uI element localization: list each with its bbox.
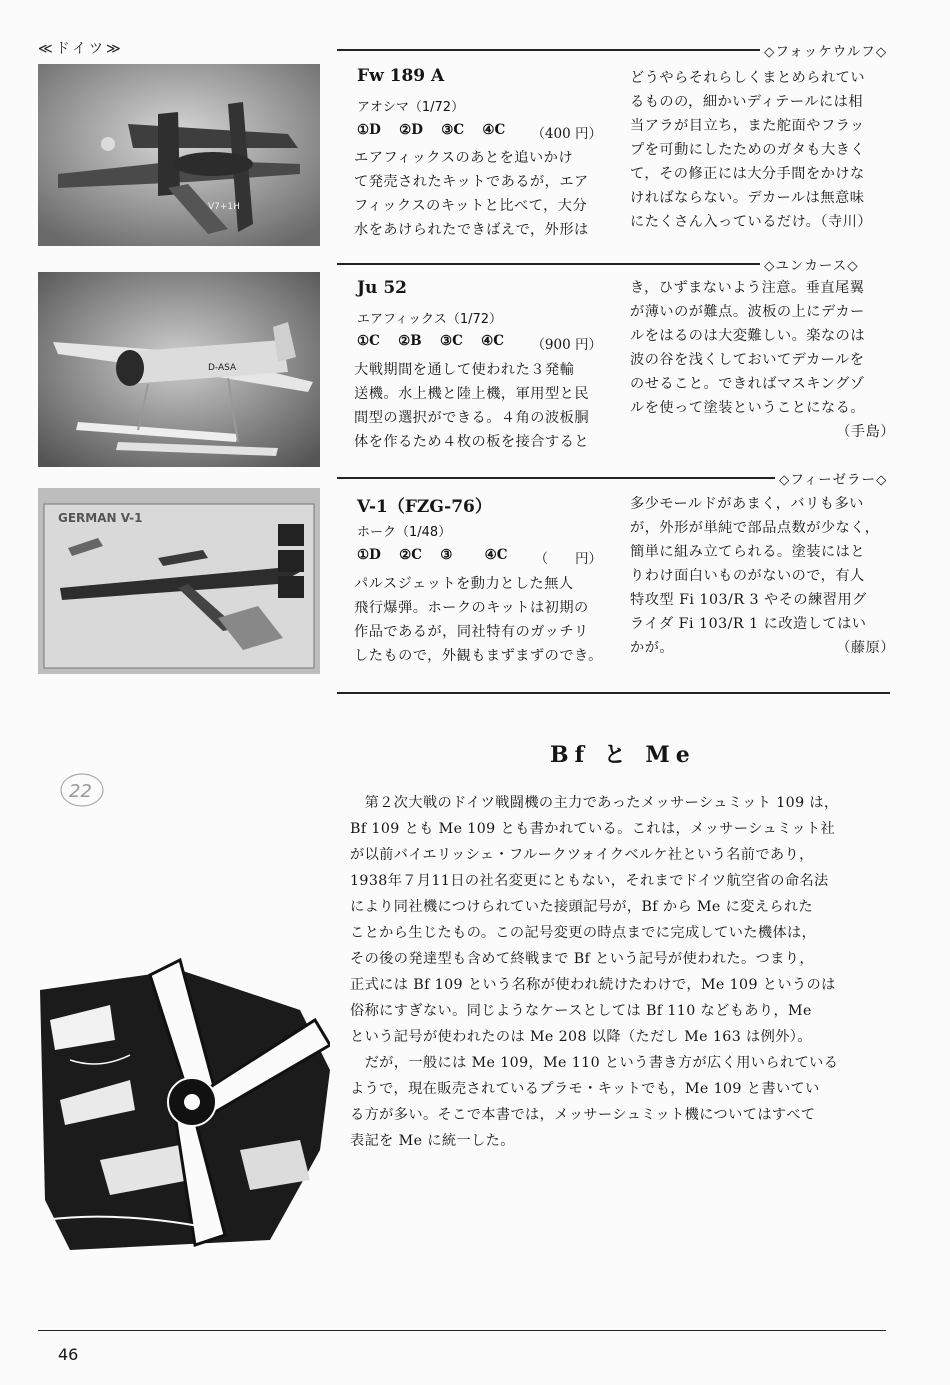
text-line: ルをはるのは大変難しい。楽なのは [630,328,866,344]
text-line: 当アラが目立ち，また舵面やフラッ [630,118,865,134]
text-line: りわけ面白いものがないので，有人 [630,568,865,584]
essay-line: という記号が使われたのは Me 208 以降（ただし Me 163 は例外）。 [350,1029,812,1045]
text-line: プを可動にしたためのガタも大きく [630,142,866,158]
footer-rule [38,1330,886,1331]
entry-ratings [357,122,602,142]
page-number: 46 [58,1345,79,1364]
text-line: て，その修正には大分手間をかけな [630,166,865,182]
entry-name: Ju 52 [357,278,407,298]
review-right [630,276,895,444]
divider-rule [337,692,890,694]
text-line: が薄いのが難点。波板の上にデカー [630,304,865,320]
entry-price: （400 円） [531,126,602,142]
pencil-mark [58,768,108,810]
v1-photo [38,488,320,674]
section-tag: ≪ドイツ≫ [38,41,124,57]
text-line [630,636,895,660]
text-line: 特攻型 Fi 103/R 3 やその練習用グ [630,592,867,608]
ju52-registration: D-ASA [208,363,237,373]
text-line: フィックスのキットと比べて，大分 [354,198,588,214]
text-line: ければならない。デカールは無意味 [630,190,865,206]
entry-ratings [357,333,602,353]
essay-line: Bf 109 とも Me 109 とも書かれている。これは，メッサーシュミット社 [350,821,836,837]
fw189-photo [38,64,320,246]
entry-name: V-1（FZG-76） [357,497,492,517]
fw189-code: V7+1H [208,202,240,212]
review-signature: （藤原） [836,640,895,656]
review-left [354,146,606,242]
grade-3: ③C [439,333,463,349]
text-line: が，外形が単純で部品点数が少なく， [630,520,880,536]
text-line: どうやらそれらしくまとめられてい [630,70,866,86]
category-label: ◇ユンカース◇ [760,254,859,274]
entry-maker: アオシマ（1/72） [357,100,465,115]
grade-2: ②C [399,547,422,563]
essay-line: ことから生じたもの。この記号変更の時点までに完成していた機体は， [350,925,817,941]
review-signature: （手島） [836,424,895,440]
grade-1: ①C [357,333,380,349]
text-line: 波の谷を浅くしておいてデカールを [630,352,865,368]
divider-rule [337,477,777,479]
text-line: 間型の選択ができる。４角の波板胴 [354,410,590,426]
pencil-mark-text: 22 [69,781,92,802]
essay-line: 俗称にすぎない。同じようなケースとしては Bf 110 などもあり，Me [350,1003,812,1019]
category-label: ◇フィーゼラー◇ [775,468,887,488]
text-line: したもので，外観もまずまずのでき。 [354,648,603,664]
essay-line: その後の発達型も含めて終戦まで Bf という記号が使われた。つまり， [350,951,814,967]
essay-body [350,790,885,1154]
text-line-end: かが。 [630,640,675,656]
v1-box-title: GERMAN V-1 [58,511,143,525]
essay-line: 第２次大戦のドイツ戦闘機の主力であったメッサーシュミット 109 は， [350,795,839,811]
text-line: にたくさん入っているだけ。（寺川） [630,214,873,230]
review-right [630,492,895,660]
text-line: 送機。水上機と陸上機，軍用型と民 [354,386,590,402]
entry-price: （900 円） [531,337,602,353]
essay-line: 正式には Bf 109 という名称が使われ続けたわけで，Me 109 というのは [350,977,836,993]
text-line: 作品であるが，同社特有のガッチリ [354,624,589,640]
grade-3: ③C [441,122,465,138]
grade-2: ②B [398,333,422,349]
grade-1: ①D [357,547,381,563]
review-left [354,572,609,668]
grade-4: ④C [482,122,506,138]
grade-2: ②D [399,122,423,138]
text-line: 大戦期間を通して使われた３発輸 [354,362,575,378]
essay-line: により同社機につけられていた接頭記号が，Bf から Me に変えられた [350,899,814,915]
text-line: 水をあけられたできばえで，外形は [354,222,589,238]
text-line: エアフィックスのあとを追いかけ [354,150,574,166]
grade-4: ④C [481,333,504,349]
grade-3: ③ [440,547,453,563]
essay-line: 表記を Me に統一した。 [350,1133,515,1149]
text-line: て発売されたキットであるが，エア [354,174,589,190]
grade-1: ①D [357,122,381,138]
text-line: ライダ Fi 103/R 1 に改造してはい [630,616,867,632]
essay-line: ようで，現在販売されているプラモ・キットでも，Me 109 と書いてい [350,1081,820,1097]
entry-price: （ 円） [534,551,602,567]
text-line: 簡単に組み立てられる。塗装にはと [630,544,866,560]
category-label: ◇フォッケウルフ◇ [760,40,887,60]
text-line: るものの，細かいディテールには相 [630,94,864,110]
text-line: 多少モールドがあまく，バリも多い [630,496,864,512]
propeller-illustration [40,950,330,1250]
ju52-photo [38,272,320,467]
essay-line: る方が多い。そこで本書では，メッサーシュミット機についてはすべて [350,1107,816,1123]
entry-maker: ホーク（1/48） [357,525,452,540]
text-line: 体を作るため４枚の板を接合すると [354,434,590,450]
text-line: 飛行爆弾。ホークのキットは初期の [354,600,589,616]
text-line: パルスジェットを動力とした無人 [354,576,574,592]
divider-rule [337,49,762,51]
text-line: のせること。できればマスキングゾ [630,376,865,392]
entry-ratings [357,547,602,567]
divider-rule [337,263,762,265]
essay-line: だが，一般には Me 109，Me 110 という書き方が広く用いられている [350,1055,839,1071]
essay-line: が以前バイエリッシェ・フルークツォイクベルケ社という名前であり， [350,847,814,863]
text-line: き，ひずまないよう注意。垂直尾翼 [630,280,865,296]
essay-line: 1938年７月11日の社名変更にともない，それまでドイツ航空省の命名法 [350,873,829,889]
text-line: ルを使って塗装ということになる。 [630,400,866,416]
review-left [354,358,606,454]
grade-4: ④C [484,547,508,563]
review-right [630,66,895,234]
entry-maker: エアフィックス（1/72） [357,312,503,327]
entry-name: Fw 189 A [357,66,445,86]
essay-title: Bf と Me [550,742,696,768]
